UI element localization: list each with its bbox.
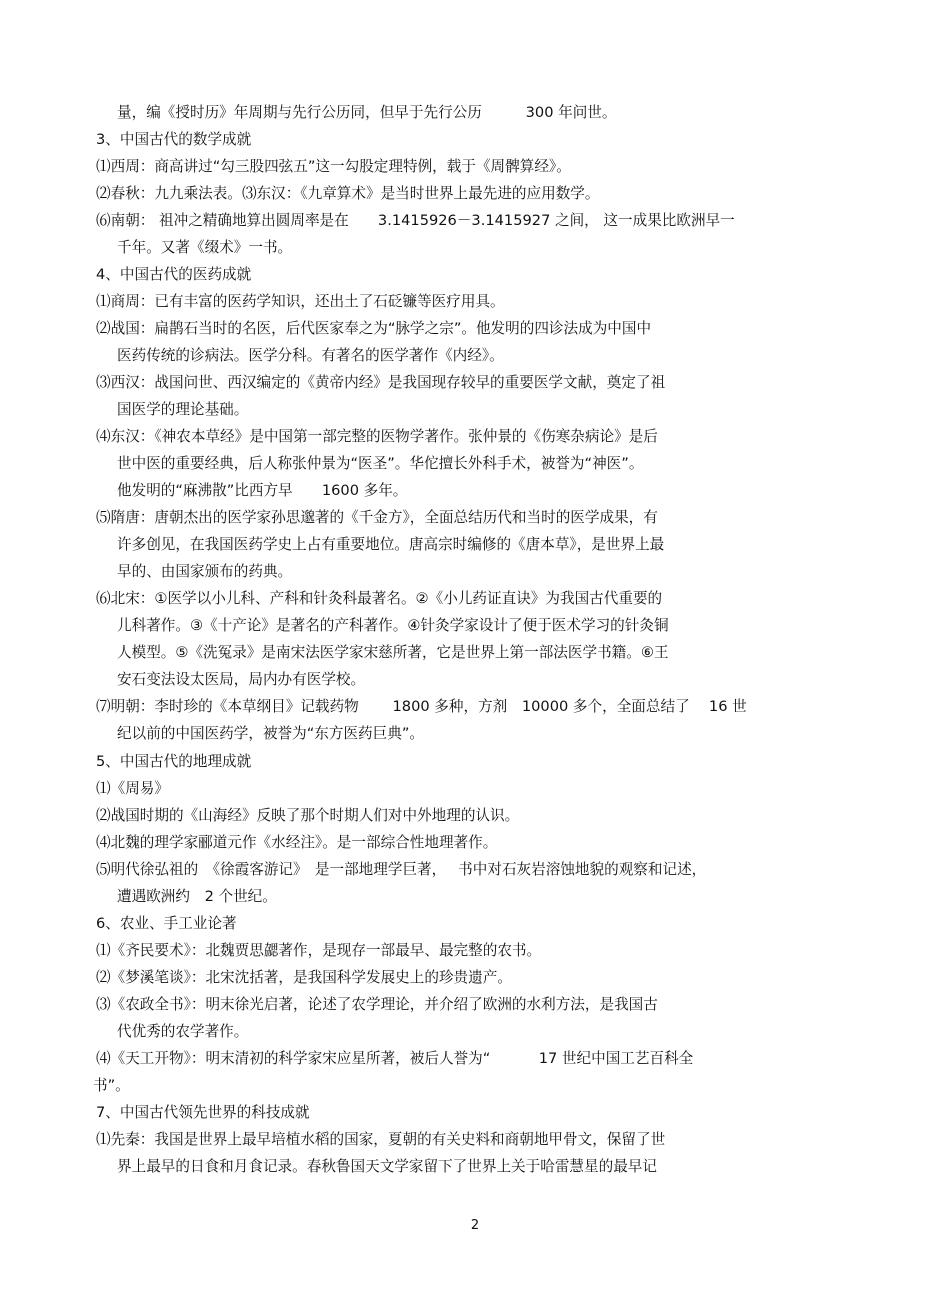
text-line: ⑺明朝：李时珍的《本草纲目》记载药物 1800 多种，方剂 10000 多个，全面总结了 16 世: [96, 698, 747, 715]
page-number: 2: [470, 1218, 480, 1233]
text-line: ⑴《周易》: [96, 780, 169, 797]
text-line: 量，编《授时历》年周期与先行公历同，但早于先行公历 300 年问世。: [117, 104, 617, 121]
text-line: 千年。又著《缀术》一书。: [117, 239, 293, 256]
text-line: ⑸明代徐弘祖的 《徐霞客游记》 是一部地理学巨著， 书中对石灰岩溶蚀地貌的观察和记述，: [96, 861, 707, 878]
text-line: ⑴先秦：我国是世界上最早培植水稻的国家，夏朝的有关史料和商朝地甲骨文，保留了世: [96, 1131, 666, 1148]
section-heading: 5、中国古代的地理成就: [96, 753, 252, 770]
text-line: ⑶西汉：战国问世、西汉编定的《黄帝内经》是我国现存较早的重要医学文献，奠定了祖: [96, 374, 666, 391]
text-line: ⑵《梦溪笔谈》：北宋沈括著，是我国科学发展史上的珍贵遗产。: [96, 969, 512, 986]
text-line: 安石变法设太医局，局内办有医学校。: [117, 671, 366, 688]
text-line: 国医学的理论基础。: [117, 401, 249, 418]
text-line: ⑵战国：扁鹊石当时的名医，后代医家奉之为“脉学之宗”。他发明的四诊法成为中国中: [96, 320, 652, 337]
text-line: ⑸隋唐：唐朝杰出的医学家孙思邈著的《千金方》，全面总结历代和当时的医学成果，有: [96, 509, 658, 526]
text-line: ⑵战国时期的《山海经》反映了那个时期人们对中外地理的认识。: [96, 807, 520, 824]
text-line: ⑵春秋：九九乘法表。⑶东汉：《九章算术》是当时世界上最先进的应用数学。: [96, 185, 600, 202]
text-line: 他发明的“麻沸散”比西方早 1600 多年。: [117, 482, 408, 499]
text-line: 世中医的重要经典，后人称张仲景为“医圣”。华佗擅长外科手术，被誉为“神医”。: [117, 455, 644, 472]
text-line: 早的、由国家颁布的药典。: [117, 563, 293, 580]
text-line: 人模型。⑤《洗冤录》是南宋法医学家宋慈所著，它是世界上第一部法医学书籍。⑥王: [117, 644, 669, 661]
text-line: ⑶《农政全书》：明末徐光启著，论述了农学理论，并介绍了欧洲的水利方法，是我国古: [96, 996, 658, 1013]
text-line: ⑷北魏的理学家郦道元作《水经注》。是一部综合性地理著作。: [96, 834, 498, 851]
text-line: 界上最早的日食和月食记录。春秋鲁国天文学家留下了世界上关于哈雷慧星的最早记: [117, 1158, 657, 1175]
text-line: ⑷《天工开物》：明末清初的科学家宋应星所著，被后人誉为“ 17 世纪中国工艺百科全: [96, 1050, 694, 1067]
text-line: ⑴《齐民要术》：北魏贾思勰著作，是现存一部最早、最完整的农书。: [96, 942, 542, 959]
text-line: 书”。: [93, 1077, 130, 1094]
text-line: ⑴西周：商高讲过“勾三股四弦五”这一勾股定理特例，载于《周髀算经》。: [96, 158, 571, 175]
section-heading: 3、中国古代的数学成就: [96, 131, 252, 148]
text-line: 纪以前的中国医药学，被誉为“东方医药巨典”。: [117, 725, 424, 742]
text-line: ⑷东汉：《神农本草经》是中国第一部完整的医物学著作。张仲景的《伤寒杂病论》是后: [96, 428, 658, 445]
section-heading: 7、中国古代领先世界的科技成就: [96, 1104, 310, 1121]
text-line: ⑹北宋：①医学以小儿科、产科和针灸科最著名。②《小儿药证直诀》为我国古代重要的: [96, 590, 663, 607]
text-line: ⑴商周：已有丰富的医药学知识，还出土了石砭镰等医疗用具。: [96, 293, 505, 310]
section-heading: 4、中国古代的医药成就: [96, 266, 252, 283]
text-line: 代优秀的农学著作。: [117, 1023, 249, 1040]
text-line: ⑹南朝： 祖冲之精确地算出圆周率是在 3.1415926－3.1415927 之间， 这一成果比欧洲早一: [96, 212, 735, 229]
section-heading: 6、农业、手工业论著: [96, 915, 237, 932]
text-line: 医药传统的诊病法。医学分科。有著名的医学著作《内经》。: [117, 347, 504, 364]
text-line: 遭遇欧洲约 2 个世纪。: [117, 888, 277, 905]
text-line: 儿科著作。③《十产论》是著名的产科著作。④针灸学家设计了便于医术学习的针灸铜: [117, 617, 669, 634]
text-line: 许多创见，在我国医药学史上占有重要地位。唐高宗时编修的《唐本草》，是世界上最: [117, 536, 665, 553]
